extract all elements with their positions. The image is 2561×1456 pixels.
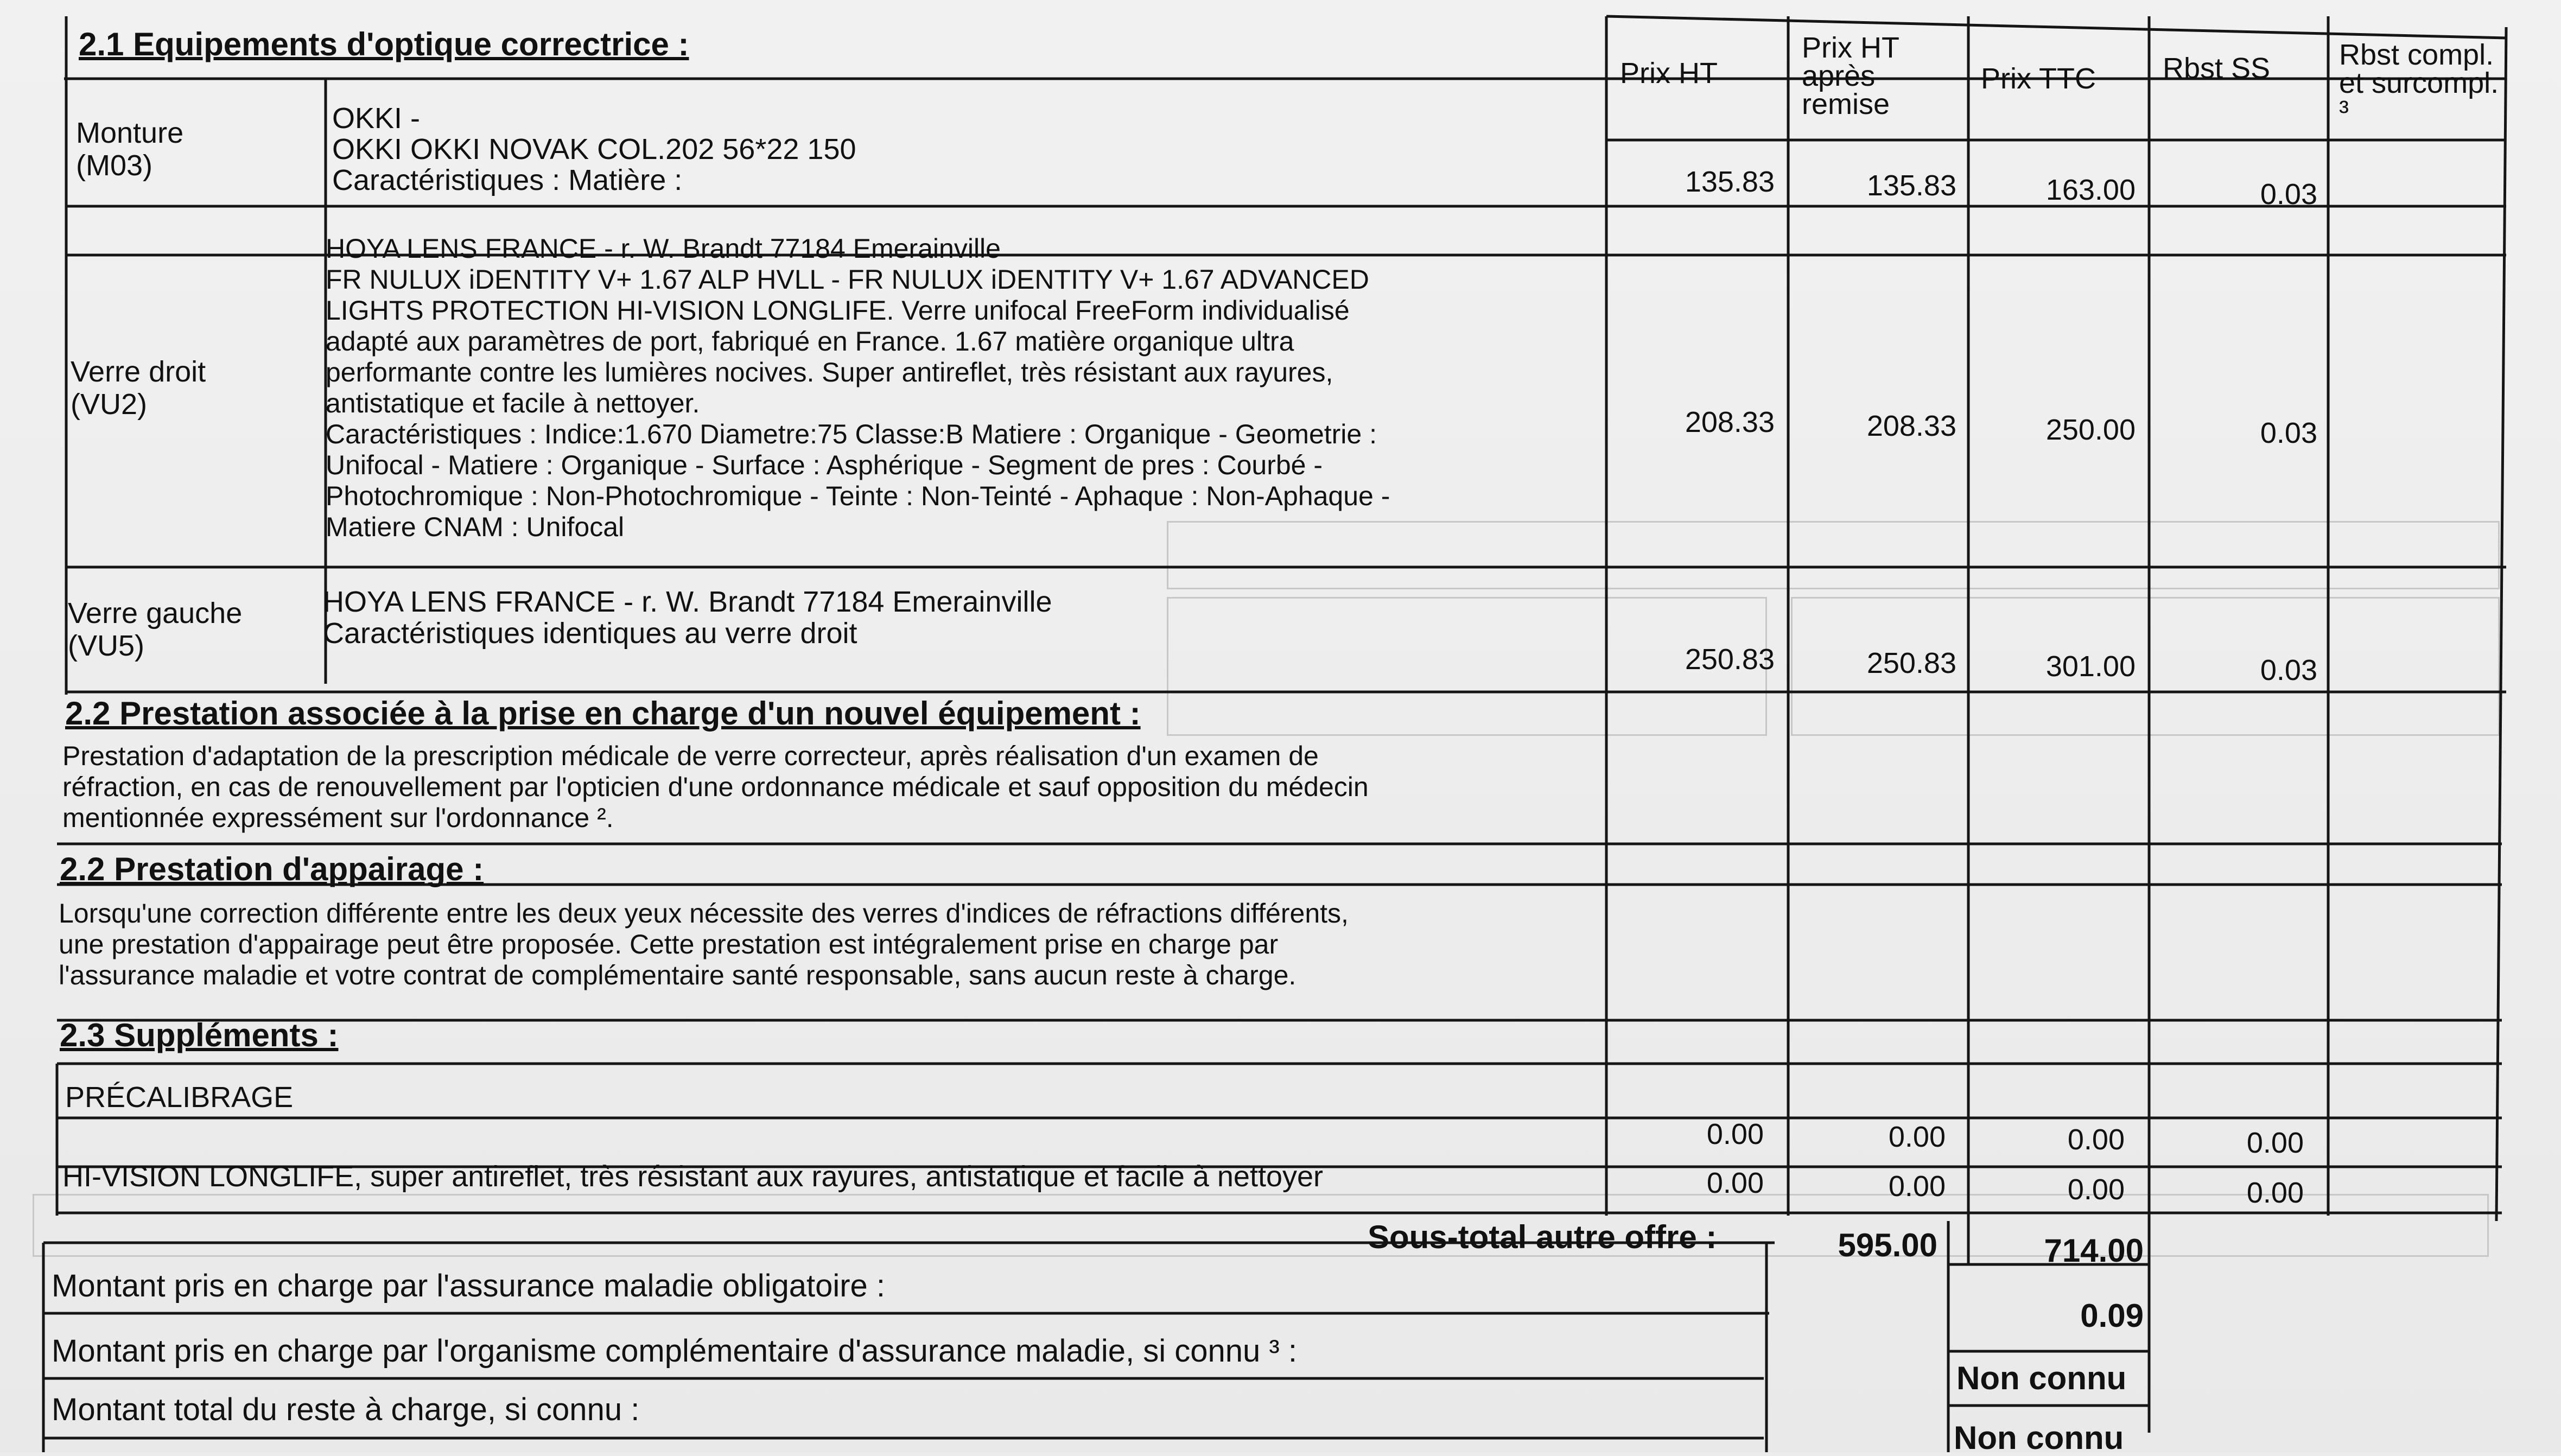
row-description: HOYA LENS FRANCE - r. W. Brandt 77184 Emerainville FR NULUX iDENTITY V+ 1.67 ALP HVLL - FR NULUX iDENTITY V+ 1.67 ADVANCED LIGHTS PROTECTION HI-VISION LONGLIFE. Verre unifocal FreeForm individualisé adapté aux paramètres de port, fabriqué en France. 1.67 matière organique ultra performante contre les lumières nocives. Super antireflet, très résistant aux rayures, antistatique et facile à nettoyer. Caractéristiques : Indice:1.670 Diametre:75 Classe:B Matiere : Organique - Geometrie : Unifocal - Matiere : Organique - Surface : Asphérique - Segment de pres : Courbé - Photochromique : Non-Photochromique - Teinte : Non-Teinté - Aphaque : Non-Aphaque - Matiere CNAM : Unifocal (326, 233, 1390, 542)
supplement-label: PRÉCALIBRAGE (65, 1081, 294, 1114)
cell-rbst-ss: 0.03 (2260, 178, 2317, 211)
section-22b-text: Lorsqu'une correction différente entre les deux yeux nécessite des verres d'indices de réfractions différents, une prestation d'appairage peut être proposée. Cette prestation est intégralement prise en charge par l'assurance maladie et votre contrat de complémentaire santé responsable, sans aucun reste à charge. (59, 898, 1349, 990)
amc-value: Non connu (1956, 1360, 2127, 1396)
section-22b-title: 2.2 Prestation d'appairage : (60, 851, 484, 887)
cell-rbst-ss: 0.03 (2260, 417, 2317, 449)
amo-value: 0.09 (2080, 1298, 2144, 1334)
subtotal-ht: 595.00 (1838, 1227, 1937, 1263)
col-header-rbst-compl: Rbst compl. et surcompl. ³ (2339, 39, 2499, 128)
cell-prix-ttc: 0.00 (2067, 1173, 2125, 1206)
cell-prix-ht: 208.33 (1685, 406, 1775, 438)
row-label: Verre gauche (VU5) (68, 597, 243, 662)
col-header-rbst-ss: Rbst SS (2163, 52, 2271, 85)
cell-prix-ht-remise: 0.00 (1888, 1170, 1946, 1203)
cell-prix-ht: 0.00 (1706, 1118, 1764, 1150)
row-description: HOYA LENS FRANCE - r. W. Brandt 77184 Emerainville Caractéristiques identiques au verre droit (323, 586, 1052, 650)
cell-rbst-ss: 0.00 (2246, 1127, 2304, 1159)
cell-rbst-ss: 0.00 (2246, 1177, 2304, 1209)
rac-value: Non connu (1954, 1420, 2124, 1456)
cell-prix-ht: 0.00 (1706, 1167, 1764, 1199)
row-label: Monture (M03) (76, 117, 184, 182)
subtotal-label: Sous-total autre offre : (1368, 1219, 1717, 1255)
amc-label: Montant pris en charge par l'organisme complémentaire d'assurance maladie, si connu ³ : (52, 1333, 1297, 1369)
supplement-label: HI-VISION LONGLIFE, super antireflet, très résistant aux rayures, antistatique et facile à nettoyer (62, 1160, 1324, 1193)
subtotal-ttc: 714.00 (2044, 1232, 2144, 1269)
cell-prix-ht-remise: 135.83 (1866, 169, 1956, 202)
cell-prix-ht-remise: 208.33 (1866, 410, 1956, 442)
section-21-title: 2.1 Equipements d'optique correctrice : (79, 26, 689, 62)
rac-label: Montant total du reste à charge, si connu : (52, 1392, 640, 1427)
col-header-prix-ht-remise: Prix HT après remise (1802, 31, 1899, 120)
cell-prix-ht-remise: 0.00 (1888, 1121, 1946, 1153)
section-22a-title: 2.2 Prestation associée à la prise en charge d'un nouvel équipement : (65, 695, 1141, 732)
section-23-title: 2.3 Suppléments : (60, 1017, 339, 1053)
row-label: Verre droit (VU2) (71, 355, 206, 421)
cell-rbst-ss: 0.03 (2260, 654, 2317, 686)
cell-prix-ht: 135.83 (1685, 166, 1775, 198)
cell-prix-ht-remise: 250.83 (1866, 647, 1956, 679)
cell-prix-ht: 250.83 (1685, 643, 1775, 676)
section-22a-text: Prestation d'adaptation de la prescription médicale de verre correcteur, après réalisation d'un examen de réfraction, en cas de renouvellement par l'opticien d'une ordonnance médicale et sauf opposition du médecin mentionnée expressément sur l'ordonnance ². (62, 741, 1369, 833)
cell-prix-ttc: 301.00 (2045, 650, 2136, 683)
col-header-prix-ht: Prix HT (1620, 57, 1718, 90)
col-header-prix-ttc: Prix TTC (1981, 62, 2096, 95)
cell-prix-ttc: 163.00 (2045, 174, 2136, 206)
cell-prix-ttc: 0.00 (2067, 1123, 2125, 1156)
cell-prix-ttc: 250.00 (2045, 414, 2136, 446)
row-description: OKKI - OKKI OKKI NOVAK COL.202 56*22 150 Caractéristiques : Matière : (332, 102, 856, 196)
amo-label: Montant pris en charge par l'assurance maladie obligatoire : (52, 1268, 886, 1304)
